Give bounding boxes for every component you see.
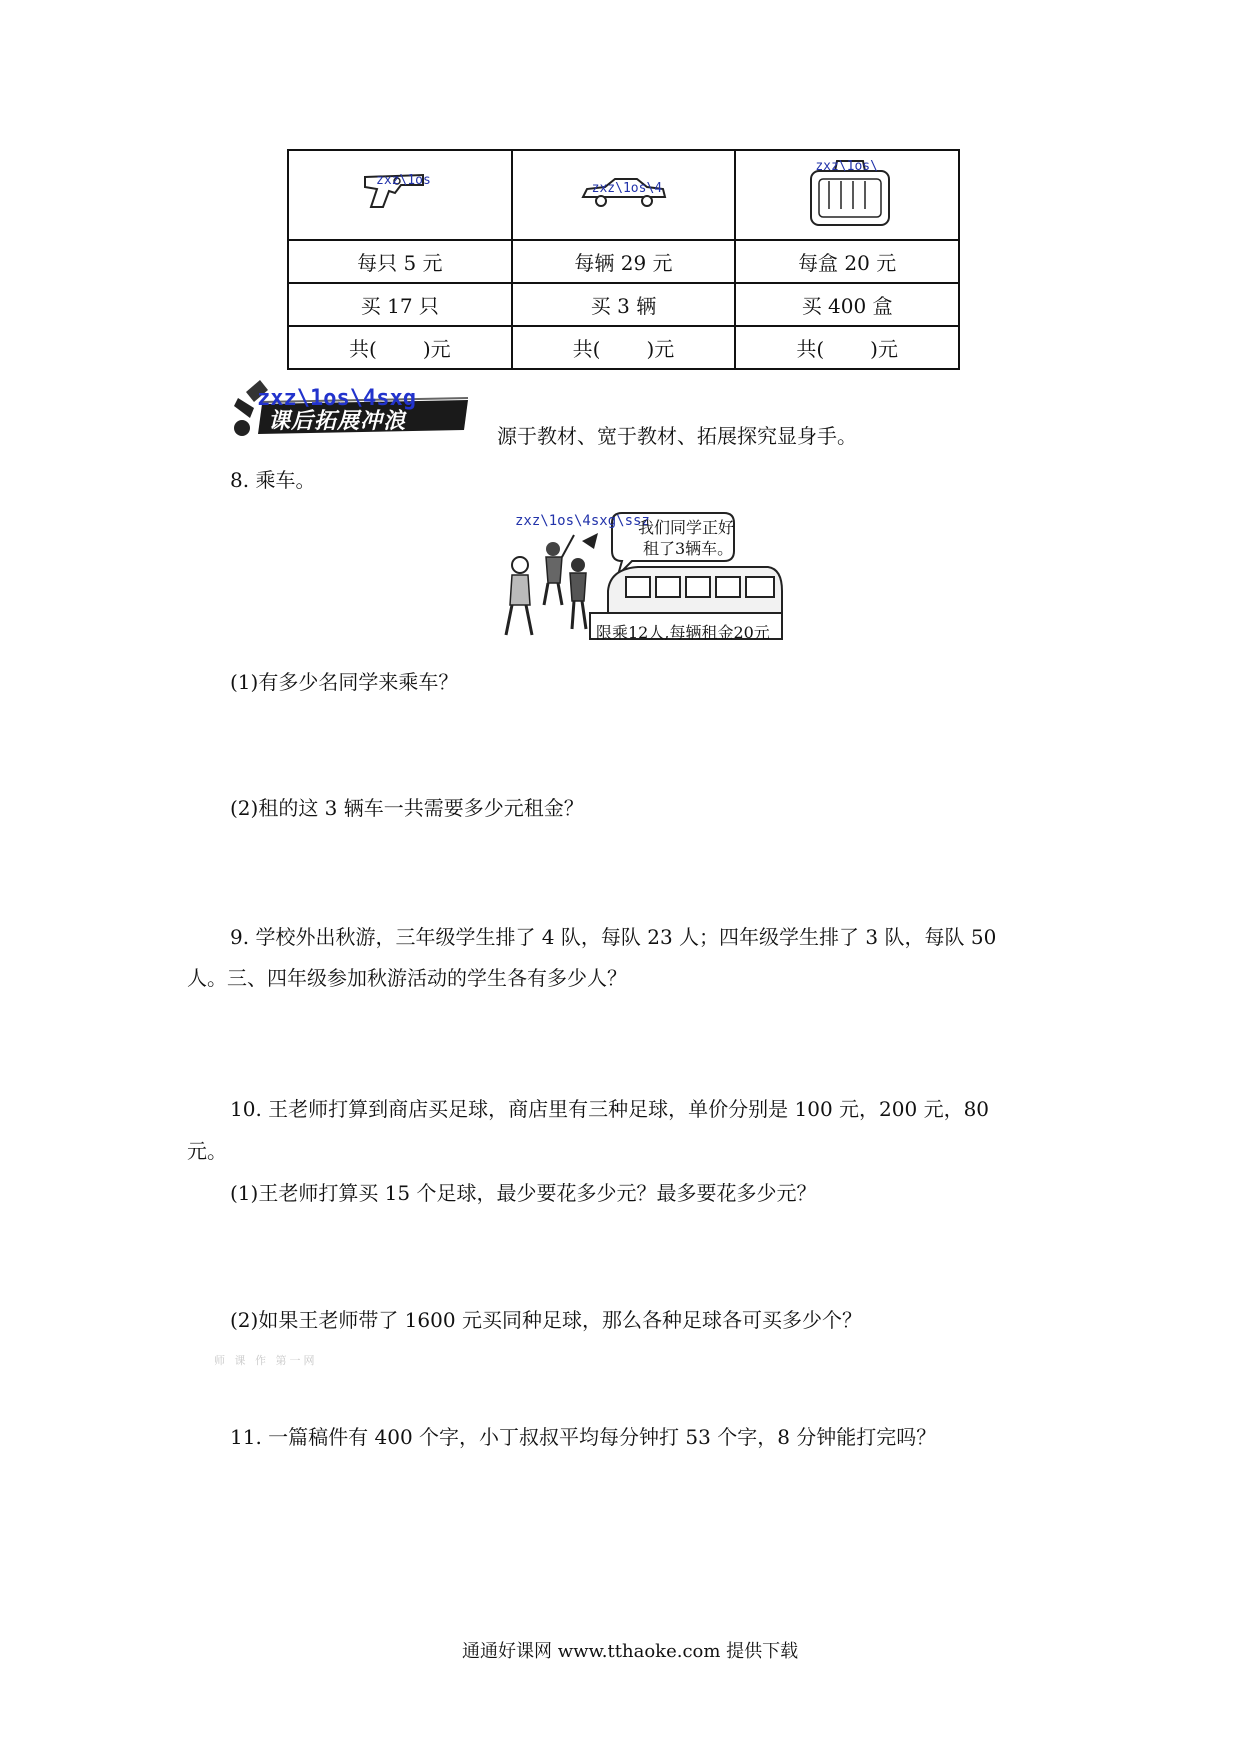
question-9-line-1: 9. 学校外出秋游，三年级学生排了 4 队，每队 23 人；四年级学生排了 3 队，每队 50 bbox=[230, 925, 997, 949]
page-footer: 通通好课网 www.tthaoke.com 提供下载 bbox=[462, 1641, 799, 1662]
question-11-line-1: 11. 一篇稿件有 400 个字，小丁叔叔平均每分钟打 53 个字，8 分钟能打完吗？ bbox=[230, 1425, 937, 1449]
banner-watermark: zxz\1os\4sxg bbox=[257, 386, 416, 411]
price-cell: 每只 5 元 bbox=[288, 240, 512, 283]
price-cell: 每盒 20 元 bbox=[735, 240, 959, 283]
total-answer-cell bbox=[735, 326, 959, 369]
table-row bbox=[288, 240, 959, 283]
image-watermark: zxz\1os\ bbox=[815, 159, 878, 174]
total-answer-cell bbox=[512, 326, 736, 369]
total-prefix: 共( bbox=[349, 337, 377, 361]
question-10-line-2: 元。 bbox=[187, 1139, 227, 1163]
total-prefix: 共( bbox=[572, 337, 601, 361]
illustration-watermark: zxz\1os\4sxg\ssz bbox=[515, 513, 650, 529]
price-cell: 每辆 29 元 bbox=[512, 240, 736, 283]
question-10-part-1: (1)王老师打算买 15 个足球，最少要花多少元？最多要花多少元？ bbox=[230, 1181, 817, 1205]
quantity-cell: 买 3 辆 bbox=[512, 283, 736, 326]
section-banner-label: 课后拓展冲浪 bbox=[268, 409, 407, 434]
table-row bbox=[288, 283, 959, 326]
image-watermark: zxz\1os\4 bbox=[591, 181, 663, 196]
image-watermark: zxz\1os bbox=[376, 173, 431, 188]
table-cell bbox=[288, 150, 512, 240]
speech-bubble-text: 租了3辆车。 bbox=[643, 539, 734, 558]
section-subtitle: 源于教材、宽于教材、拓展探究显身手。 bbox=[497, 424, 857, 448]
table-cell bbox=[512, 150, 736, 240]
table-row bbox=[288, 150, 959, 240]
price-table bbox=[287, 149, 960, 370]
question-8-part-1: (1)有多少名同学来乘车？ bbox=[230, 670, 459, 694]
rental-sign-text: 限乘12人,每辆租金20元 bbox=[596, 623, 770, 642]
table-cell bbox=[735, 150, 959, 240]
total-answer-cell bbox=[288, 326, 512, 369]
question-10-line-1: 10. 王老师打算到商店买足球，商店里有三种足球，单价分别是 100 元，200 元，80 bbox=[230, 1097, 990, 1121]
quantity-cell: 买 17 只 bbox=[288, 283, 512, 326]
question-10-part-2: (2)如果王老师带了 1600 元买同种足球，那么各种足球各可买多少个？ bbox=[230, 1308, 862, 1332]
total-suffix: )元 bbox=[422, 337, 451, 361]
quantity-cell: 买 400 盒 bbox=[735, 283, 959, 326]
question-8-title: 8. 乘车。 bbox=[230, 468, 316, 492]
total-suffix: )元 bbox=[646, 337, 675, 361]
total-prefix: 共( bbox=[796, 337, 825, 361]
faint-watermark: 师 课 作 第一网 bbox=[214, 1354, 318, 1367]
question-9-line-2: 人。三、四年级参加秋游活动的学生各有多少人？ bbox=[187, 966, 627, 990]
total-suffix: )元 bbox=[870, 337, 898, 361]
table-row bbox=[288, 326, 959, 369]
speech-bubble-text: 我们同学正好 bbox=[638, 518, 735, 537]
question-8-part-2: (2)租的这 3 辆车一共需要多少元租金？ bbox=[230, 796, 584, 820]
